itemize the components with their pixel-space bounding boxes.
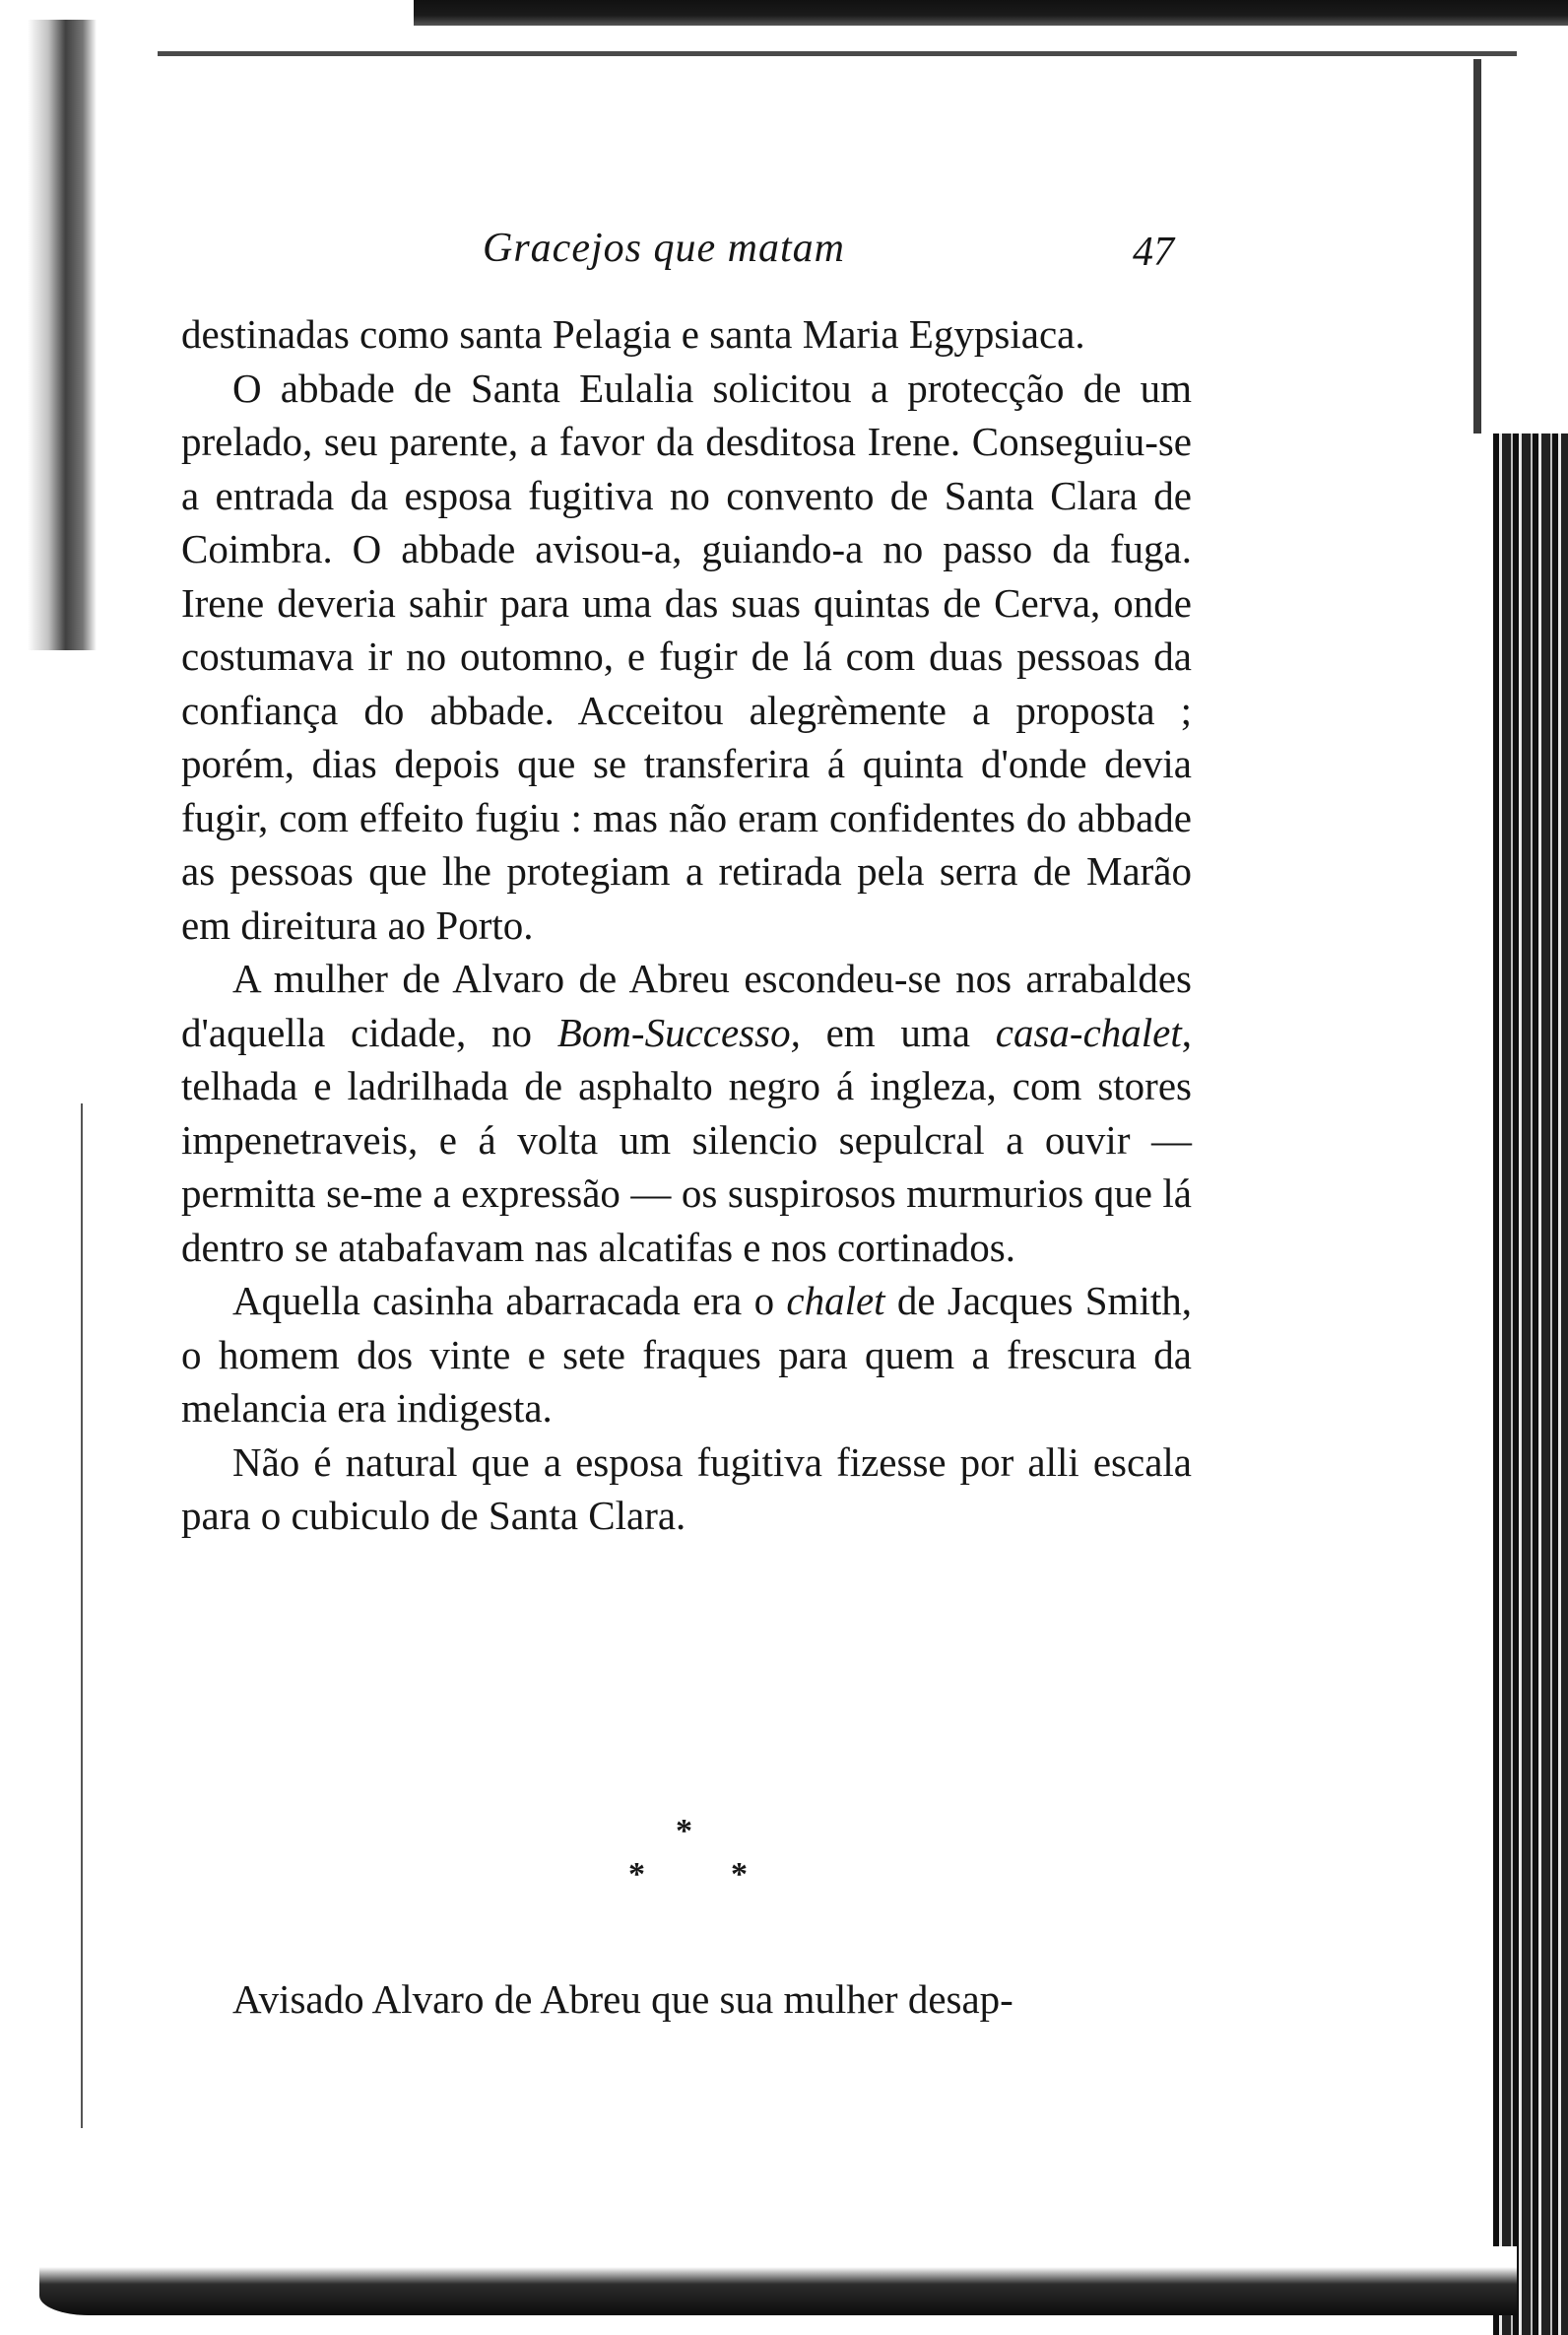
italic-text: casa-chalet	[995, 1009, 1182, 1055]
text-run: em uma	[800, 1009, 996, 1055]
paragraph	[181, 1274, 1192, 1435]
scan-line-left	[81, 1103, 83, 2128]
italic-text: chalet	[786, 1278, 885, 1323]
text-run: A mulher de Alvaro de Abreu escondeu-se nos arrabaldes d'aquella cidade, no	[181, 956, 1192, 1055]
italic-text: Bom-Successo,	[556, 1009, 801, 1055]
page-number: 47	[1133, 230, 1174, 275]
scan-shadow-right	[1493, 434, 1568, 2335]
body-text	[181, 307, 1192, 1543]
asterisk: *	[731, 1856, 748, 1893]
text-run: O abbade de Santa Eulalia solicitou a protecção de um prelado, seu parente, a favor da desditosa Irene. Conseguiu-se a entrada da esposa fugitiva no convento de Santa Clara de Coimbra. O abbade avisou-a, guiando-a no passo da fuga. Irene deveria sahir para uma das suas quintas de Cerva, onde costumava ir no outomno, e fugir de lá com duas pessoas da confiança do abbade. Acceitou alegrèmente a proposta ; porém, dias depois que se transferira á quinta d'onde devia fugir, com effeito fugiu : mas não eram confidentes do abbade as pessoas que lhe protegiam a retirada pela serra de Marão em direitura ao Porto.	[181, 365, 1192, 948]
asterisk: *	[676, 1813, 692, 1849]
scan-shadow-bottom	[39, 2246, 1517, 2315]
scan-shadow-top	[414, 0, 1568, 26]
scan-shadow-left	[28, 20, 97, 650]
scan-line-right	[1473, 59, 1481, 434]
paragraph	[181, 307, 1192, 362]
paragraph	[181, 1435, 1192, 1543]
scan-line-top	[158, 51, 1517, 56]
text-run: de Jacques Smith, o homem dos vinte e sete fraques para quem a frescura da melancia era indigesta.	[181, 1278, 1192, 1431]
text-run: Não é natural que a esposa fugitiva fizesse por alli escala para o cubiculo de Santa Clara.	[181, 1438, 1192, 1538]
continuation-line: Avisado Alvaro de Abreu que sua mulher desap-	[232, 1976, 1013, 2022]
text-run: , telhada e ladrilhada de asphalto negro á ingleza, com stores impenetraveis, e á volta um silencio sepulcral a ouvir — permitta se-me a expressão — os suspirosos murmurios que lá dentro se atabafavam nas alcatifas e nos cortinados.	[181, 1009, 1192, 1270]
asterism-separator	[591, 1813, 788, 1901]
paragraph	[181, 952, 1192, 1274]
text-run: destinadas como santa Pelagia e santa Maria Egypsiaca.	[181, 311, 1085, 357]
paragraph	[181, 362, 1192, 953]
running-head: Gracejos que matam	[483, 226, 845, 271]
asterisk: *	[628, 1856, 645, 1893]
text-run: Aquella casinha abarracada era o	[232, 1278, 787, 1323]
